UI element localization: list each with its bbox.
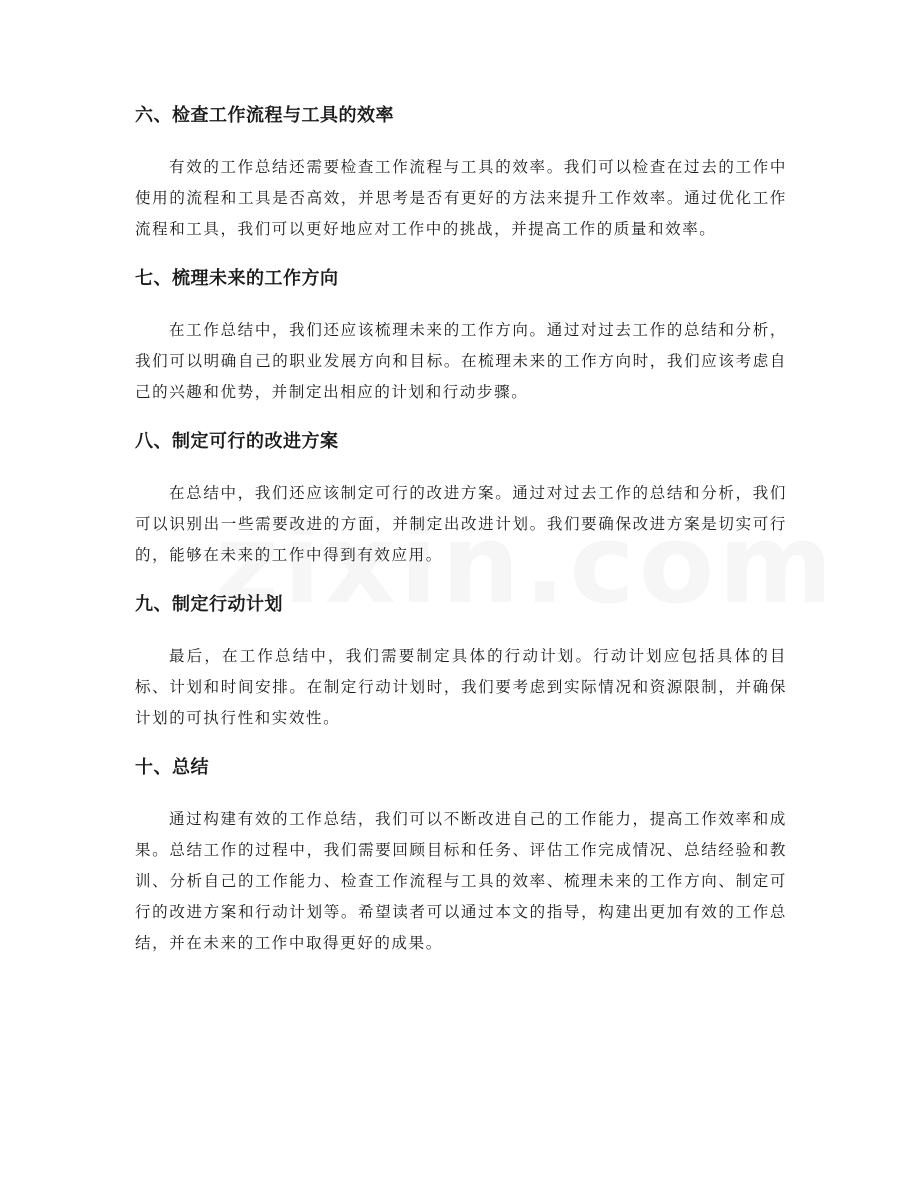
section-paragraph: 在总结中，我们还应该制定可行的改进方案。通过对过去工作的总结和分析，我们可以识别出一些需要改进的方面，并制定出改进计划。我们要确保改进方案是切实可行的，能够在未来的工作中得到有效应用。 bbox=[135, 484, 787, 564]
section-8 bbox=[135, 430, 787, 571]
document-body bbox=[135, 104, 787, 981]
section-paragraph: 通过构建有效的工作总结，我们可以不断改进自己的工作能力，提高工作效率和成果。总结工作的过程中，我们需要回顾目标和任务、评估工作完成情况、总结经验和教训、分析自己的工作能力、检查工作流程与工具的效率、梳理未来的工作方向、制定可行的改进方案和行动计划等。希望读者可以通过本文的指导，构建出更加有效的工作总结，并在未来的工作中取得更好的成果。 bbox=[135, 810, 787, 952]
section-heading: 六、检查工作流程与工具的效率 bbox=[135, 105, 394, 126]
section-paragraph: 最后，在工作总结中，我们需要制定具体的行动计划。行动计划应包括具体的目标、计划和时间安排。在制定行动计划时，我们要考虑到实际情况和资源限制，并确保计划的可执行性和实效性。 bbox=[135, 647, 787, 727]
section-heading: 七、梳理未来的工作方向 bbox=[135, 268, 339, 289]
section-paragraph: 有效的工作总结还需要检查工作流程与工具的效率。我们可以检查在过去的工作中使用的流程和工具是否高效，并思考是否有更好的方法来提升工作效率。通过优化工作流程和工具，我们可以更好地应对工作中的挑战，并提高工作的质量和效率。 bbox=[135, 158, 787, 238]
section-10 bbox=[135, 756, 787, 959]
section-heading: 九、制定行动计划 bbox=[135, 594, 283, 615]
section-6 bbox=[135, 104, 787, 245]
section-9 bbox=[135, 593, 787, 734]
section-paragraph: 在工作总结中，我们还应该梳理未来的工作方向。通过对过去工作的总结和分析，我们可以明确自己的职业发展方向和目标。在梳理未来的工作方向时，我们应该考虑自己的兴趣和优势，并制定出相应的计划和行动步骤。 bbox=[135, 321, 787, 401]
section-heading: 十、总结 bbox=[135, 757, 209, 778]
section-heading: 八、制定可行的改进方案 bbox=[135, 431, 339, 452]
section-7 bbox=[135, 267, 787, 408]
